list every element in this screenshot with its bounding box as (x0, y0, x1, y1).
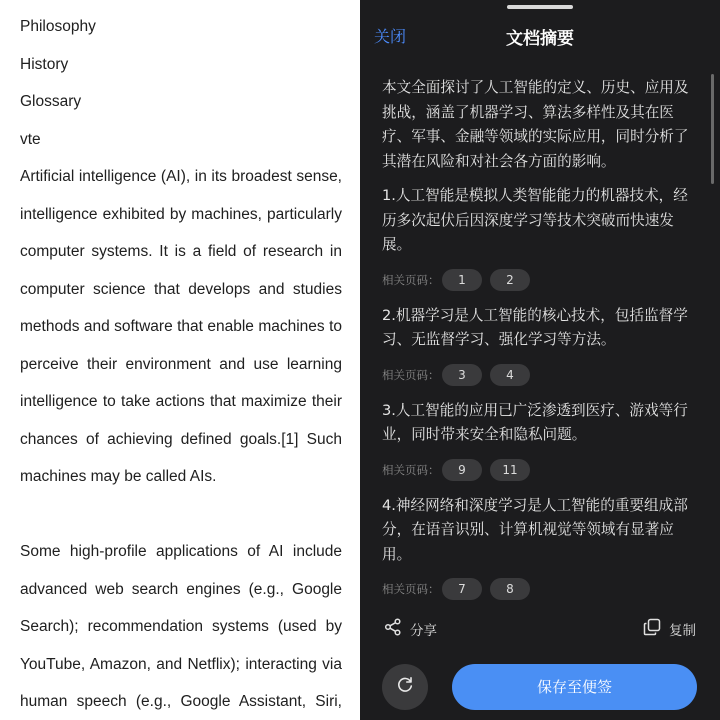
article-blank-line (20, 496, 342, 534)
summary-point: 3.人工智能的应用已广泛渗透到医疗、游戏等行业，同时带来安全和隐私问题。 (382, 401, 688, 443)
article-line: computer science that develops and studies (20, 280, 342, 298)
related-pages-row (382, 268, 700, 292)
article-line: methods and software that enable machines to (20, 318, 342, 335)
page-chip[interactable]: 2 (490, 269, 530, 291)
sheet-footer (360, 664, 720, 710)
article-line: human speech (e.g., Google Assistant, Siri, (20, 693, 342, 710)
article-line: machines may be called AIs. (20, 468, 217, 485)
save-to-notes-button[interactable]: 保存至便签 (452, 664, 697, 710)
page-chip[interactable]: 11 (490, 459, 530, 481)
article-line[interactable]: History (20, 55, 69, 73)
article-line[interactable]: vte (20, 130, 41, 148)
summary-point: 2.机器学习是人工智能的核心技术，包括监督学习、无监督学习、强化学习等方法。 (382, 306, 688, 348)
related-pages-row (382, 363, 700, 387)
summary-point: 4.神经网络和深度学习是人工智能的重要组成部分，在语音识别、计算机视觉等领域有显著应用。 (382, 496, 688, 563)
copy-icon (643, 618, 661, 640)
related-pages-label: 相关页码： (382, 272, 440, 287)
article-line: advanced web search engines (e.g., Google (20, 580, 342, 598)
article-line[interactable]: Philosophy (20, 18, 96, 35)
summary-point: 1.人工智能是模拟人类智能能力的机器技术，经历多次起伏后因深度学习等技术突破而快速发展。 (382, 187, 688, 253)
page-chip[interactable]: 3 (442, 364, 482, 386)
article-line[interactable]: Glossary (20, 93, 82, 110)
article-line: computer systems. It is a field of research in (20, 243, 342, 260)
related-pages-row (382, 577, 700, 600)
share-icon (384, 618, 402, 640)
share-label: 分享 (410, 623, 437, 639)
article-line: Search); recommendation systems (used by (20, 618, 342, 635)
article-line: intelligence exhibited by machines, particularly (20, 205, 342, 223)
article-line: chances of achieving defined goals.[1] Such (20, 430, 342, 448)
action-row (360, 612, 720, 648)
refresh-icon (395, 675, 415, 699)
sheet-title: 文档摘要 (506, 29, 574, 49)
close-button[interactable]: 关闭 (374, 27, 407, 46)
related-pages-row (382, 458, 700, 482)
page-chip[interactable]: 7 (442, 578, 482, 600)
copy-label: 复制 (669, 623, 696, 639)
sheet-drag-handle[interactable] (507, 5, 573, 9)
page-chip[interactable]: 1 (442, 269, 482, 291)
page-chip[interactable]: 9 (442, 459, 482, 481)
article-line: YouTube, Amazon, and Netflix); interacting via (20, 655, 342, 673)
article-line: Artificial intelligence (AI), in its broadest sense, (20, 168, 342, 185)
article-line: Some high-profile applications of AI include (20, 543, 342, 560)
page-chip[interactable]: 8 (490, 578, 530, 600)
refresh-button[interactable] (382, 664, 428, 710)
summary-content[interactable] (382, 76, 700, 600)
page-chip[interactable]: 4 (490, 364, 530, 386)
share-button[interactable] (384, 618, 437, 640)
sheet-header (360, 18, 720, 54)
summary-sheet (360, 0, 720, 720)
related-pages-label: 相关页码： (382, 367, 440, 382)
copy-button[interactable] (643, 618, 696, 640)
content-scrollbar[interactable] (711, 74, 714, 184)
article-line: intelligence to take actions that maximize their (20, 393, 342, 410)
summary-intro: 本文全面探讨了人工智能的定义、历史、应用及挑战，涵盖了机器学习、算法多样性及其在医疗、军事、金融等领域的实际应用，同时分析了其潜在风险和对社会各方面的影响。 (382, 79, 689, 170)
article-line: perceive their environment and use learning (20, 355, 342, 373)
related-pages-label: 相关页码： (382, 462, 440, 477)
related-pages-label: 相关页码： (382, 582, 440, 596)
